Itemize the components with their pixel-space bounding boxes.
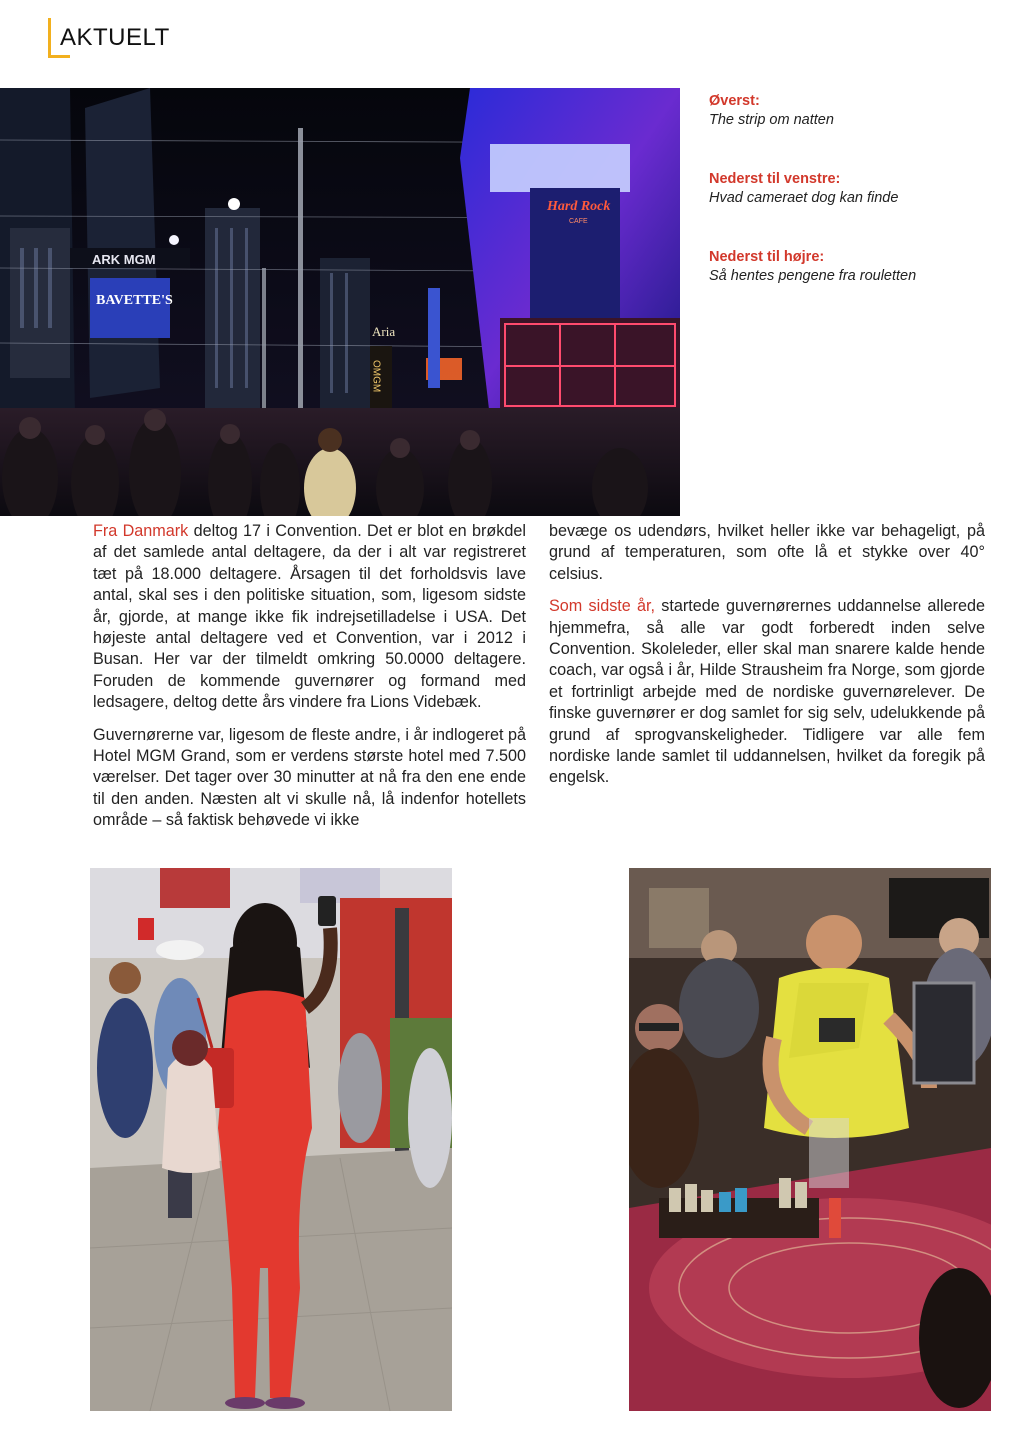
caption-bottom-right xyxy=(709,248,1009,286)
caption-heading: Øverst: xyxy=(709,93,760,109)
article-column-right xyxy=(549,521,985,800)
article-paragraph xyxy=(93,521,526,714)
photo-casino-roulette xyxy=(629,868,991,1411)
caption-text: Hvad cameraet dog kan finde xyxy=(709,190,899,206)
paragraph-lead: Som sidste år, xyxy=(549,597,656,616)
paragraph-lead: Fra Danmark xyxy=(93,522,189,540)
caption-bottom-left xyxy=(709,170,1009,208)
caption-top xyxy=(709,92,1009,130)
article-paragraph xyxy=(549,596,985,789)
section-label: AKTUELT xyxy=(60,24,170,51)
sign-bavettes: BAVETTE'S xyxy=(96,293,173,308)
article-paragraph xyxy=(549,521,985,585)
caption-text: The strip om natten xyxy=(709,112,834,128)
photo-captions xyxy=(709,92,1009,326)
caption-heading: Nederst til venstre: xyxy=(709,171,841,187)
paragraph-text: bevæge os udendørs, hvilket heller ikke var behageligt, på grund af temperaturen, som ofte lå et stykke over 40° celsius. xyxy=(549,522,985,583)
paragraph-text: deltog 17 i Convention. Det er blot en brøkdel af det samlede antal deltagere, da der i alt var registreret tæt på 18.000 deltagere. Årsagen til det forholdsvis lave antal, skal ses i den politiske situation, som, ligesom sidste år, gjorde, at mange ikke fik indrejsetilladelse i USA. Det højeste antal deltagere ved et Convention, var i 2012 i Busan. Her var der tilmeldt omkring 50.0000 deltagere. Foruden de kommende guvernører og formand med ledsagere, deltog dette års vindere fra Lions Videbæk. xyxy=(93,522,526,712)
article-column-left xyxy=(93,521,526,843)
sign-hard-rock: Hard Rock xyxy=(547,199,611,214)
article-paragraph xyxy=(93,725,526,832)
paragraph-text: Guvernørerne var, ligesom de fleste andre, i år indlogeret på Hotel MGM Grand, som er verdens største hotel med 7.500 værelser. Det tager over 30 minutter at nå fra den ene ende til den anden. Næsten alt vi skulle nå, lå indenfor hotellets område – så faktisk behøvede vi ikke xyxy=(93,725,526,830)
caption-heading: Nederst til højre: xyxy=(709,249,825,265)
sign-omgm: OMGM xyxy=(370,360,382,393)
photo-woman-in-red xyxy=(90,868,452,1411)
paragraph-text: startede guvernørernes uddannelse allerede hjemmefra, så alle var godt forberedt inden selve Convention. Skoleleder, eller skal man snarere kalde hende coach, var også i år, Hilde Strausheim fra Norge, som gjorde et fortrinligt arbejde med de nordiske guvernørelever. De finske guvernører er dog samlet for sig selv, udelukkende på grund af sprogvanskeligheder. Tidligere var alle fem nordiske lande samlet til uddannelsen, hvilket da foregik på engelsk. xyxy=(549,597,986,787)
photo-strip-at-night xyxy=(0,88,680,516)
sign-aria: Aria xyxy=(372,324,396,339)
sign-cafe: CAFE xyxy=(569,218,588,225)
sign-mgm: ARK MGM xyxy=(92,252,156,267)
caption-text: Så hentes pengene fra rouletten xyxy=(709,268,917,284)
